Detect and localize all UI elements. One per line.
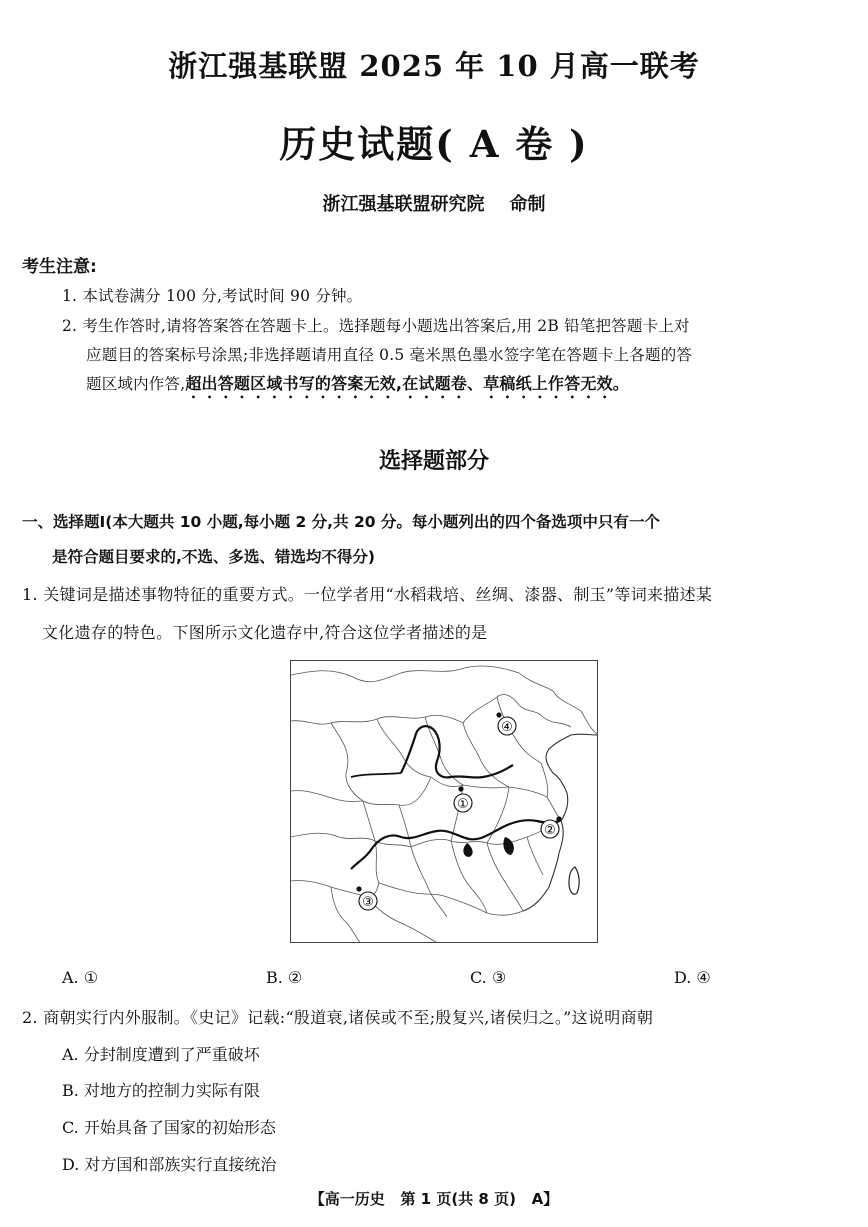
notice-emphasis: 超出答题区域书写的答案无效,在试题卷、草稿纸上作答无效。 (185, 374, 630, 393)
map-marker-3-label: ③ (362, 895, 374, 910)
question-1-option-b[interactable]: B. ② (266, 968, 303, 987)
section-heading: 选择题部分 (378, 449, 489, 474)
map-marker-3 (356, 886, 377, 910)
notice-heading: 考生注意: (22, 257, 97, 277)
map-marker-2-label: ② (544, 823, 556, 838)
question-2-option-d[interactable]: D. 对方国和部族实行直接统治 (62, 1155, 277, 1174)
exam-subtitle: 历史试题( A 卷 ) (279, 122, 589, 166)
question-1-stem-line2: 文化遗存的特色。下图所示文化遗存中,符合这位学者描述的是 (42, 623, 488, 642)
map-marker-1-label: ① (457, 797, 469, 812)
question-2-option-a[interactable]: A. 分封制度遭到了严重破坏 (62, 1045, 260, 1064)
issuer-line: 浙江强基联盟研究院 命制 (322, 194, 546, 215)
exam-title: 浙江强基联盟 2025 年 10 月高一联考 (168, 49, 700, 83)
notice-item-1: 1. 本试卷满分 100 分,考试时间 90 分钟。 (62, 287, 363, 305)
china-map-figure (290, 660, 598, 943)
notice-item-2-end (86, 371, 629, 402)
china-map-svg (291, 661, 598, 943)
question-1-option-c[interactable]: C. ③ (470, 968, 507, 987)
page-footer: 【高一历史 第 1 页(共 8 页) A】 (309, 1190, 559, 1208)
question-1-option-d[interactable]: D. ④ (674, 968, 711, 987)
question-1-stem-line1: 1. 关键词是描述事物特征的重要方式。一位学者用“水稻栽培、丝绸、漆器、制玉”等词来描述某 (22, 585, 713, 604)
question-1-option-a[interactable]: A. ① (62, 968, 99, 987)
question-2-stem: 2. 商朝实行内外服制。《史记》记载:“殷道衰,诸侯或不至;殷复兴,诸侯归之。”这说明商朝 (22, 1008, 654, 1027)
part-instruction-line1: 一、选择题Ⅰ(本大题共 10 小题,每小题 2 分,共 20 分。每小题列出的四个备选项中只有一个 (22, 513, 660, 531)
question-2-option-c[interactable]: C. 开始具备了国家的初始形态 (62, 1118, 276, 1137)
question-2-option-b[interactable]: B. 对地方的控制力实际有限 (62, 1081, 260, 1100)
map-marker-4 (496, 712, 516, 735)
map-marker-1 (454, 786, 472, 812)
notice-item-2-cont: 应题目的答案标号涂黑;非选择题请用直径 0.5 毫米黑色墨水签字笔在答题卡上各题的答 (86, 346, 693, 364)
part-instruction-line2: 是符合题目要求的,不选、多选、错选均不得分) (52, 548, 375, 566)
notice-item-2: 2. 考生作答时,请将答案答在答题卡上。选择题每小题选出答案后,用 2B 铅笔把答题卡上对 (62, 317, 690, 335)
map-marker-4-label: ④ (501, 720, 513, 735)
notice-item-2-tail: 题区域内作答, (86, 375, 186, 393)
map-marker-2 (541, 816, 562, 838)
